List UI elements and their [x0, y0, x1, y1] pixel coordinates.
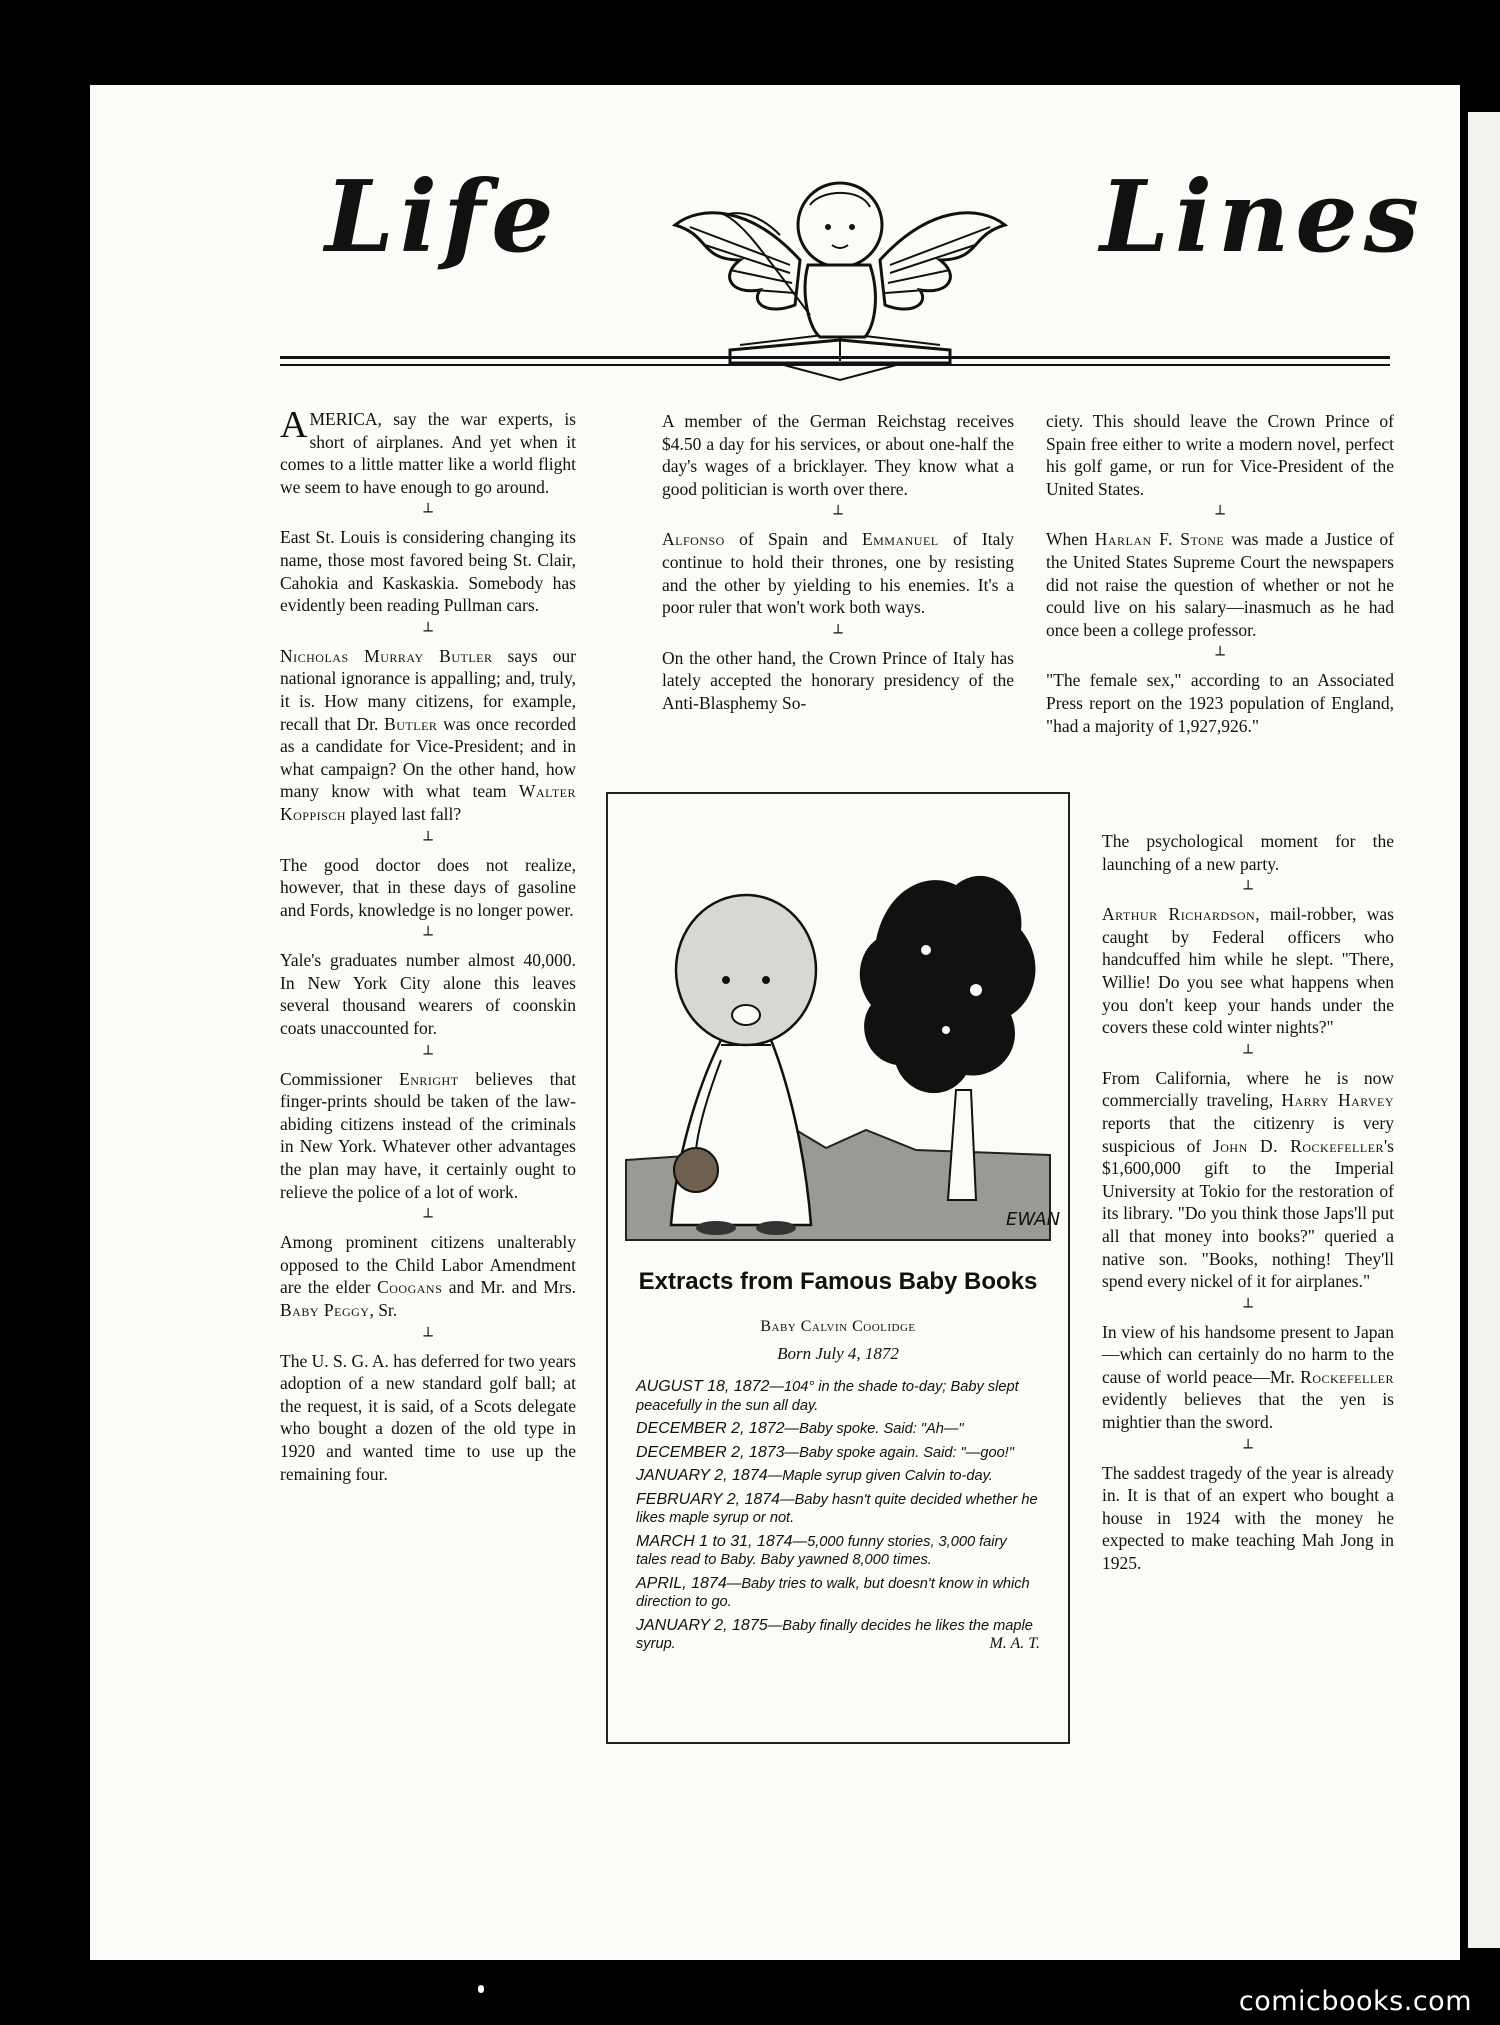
separator-icon: ┴	[423, 503, 433, 522]
article-richardson: Arthur Richardson, mail-robber, was caught by Federal officers who handcuffed him while he slept. "There, Willie! Do you see what happens when you don't keep your hands under the covers these cold winter nights?"	[1102, 904, 1394, 1038]
article-california: From California, where he is now commercially traveling, Harry Harvey reports that the citizenry is very suspicious of John D. Rockefeller's $1,600,000 gift to the Imperial University at Tokio for the restoration of its library. "Do you think those Japs'll put all that money into books?" queried a native son. "Books, nothing! They'll spend every nickel of it for airplanes."	[1102, 1067, 1394, 1292]
header-rule-point	[780, 362, 900, 382]
separator-icon: ┴	[833, 505, 843, 524]
list-item: DECEMBER 2, 1873—Baby spoke again. Said: "—goo!"	[636, 1443, 1014, 1461]
column-3	[1046, 410, 1394, 737]
cherub-illustration	[670, 165, 1010, 375]
separator-icon: ┴	[1243, 1297, 1253, 1316]
article-mah-jong: The saddest tragedy of the year is already in. It is that of an expert who bought a house in 1924 with the money he expected to make teaching Mah Jong in 1925.	[1102, 1462, 1394, 1574]
column-2	[662, 410, 1014, 715]
drop-cap: A	[280, 404, 308, 446]
article-female-sex: "The female sex," according to an Associated Press report on the 1923 population of England, "had a majority of 1,927,926."	[1046, 670, 1394, 736]
separator-icon: ┴	[423, 1044, 433, 1063]
artist-signature: EWAN	[1006, 1209, 1061, 1230]
separator-icon: ┴	[1243, 1438, 1253, 1457]
separator-icon: ┴	[423, 621, 433, 640]
separator-icon: ┴	[1243, 880, 1253, 899]
separator-icon: ┴	[1215, 646, 1225, 665]
list-item: JANUARY 2, 1875—Baby finally decides he likes the maple syrup. M. A. T.	[636, 1616, 1040, 1652]
separator-icon: ┴	[1243, 1043, 1253, 1062]
list-item: JANUARY 2, 1874—Maple syrup given Calvin to-day.	[636, 1467, 993, 1484]
box-title: Extracts from Famous Baby Books	[638, 1268, 1038, 1295]
page-mark	[478, 1985, 484, 1993]
article-reichstag: A member of the German Reichstag receives $4.50 a day for his services, or about one-half the day's wages of a bricklayer. They know what a good politician is worth over there.	[662, 411, 1014, 499]
box-subtitle: Baby Calvin Coolidge	[760, 1318, 916, 1335]
list-item: MARCH 1 to 31, 1874—5,000 funny stories, 3,000 fairy tales read to Baby. Baby yawned 8,000 times.	[636, 1532, 1007, 1568]
baby-books-box	[606, 792, 1070, 1744]
box-born-date: Born July 4, 1872	[777, 1344, 899, 1363]
article-airplanes: AMERICA, say the war experts, is short of airplanes. And yet when it comes to a little matter like a world flight we seem to have enough to go around.	[280, 404, 576, 497]
adjacent-page-edge	[1468, 112, 1500, 1948]
list-item: DECEMBER 2, 1872—Baby spoke. Said: "Ah—"	[636, 1420, 964, 1437]
article-stone: When Harlan F. Stone was made a Justice of the United States Supreme Court the newspapers did not raise the question of whether or not he could live on his salary—inasmuch as he had once been a college professor.	[1046, 529, 1394, 640]
masthead-life: Life	[325, 160, 560, 275]
article-enright: Commissioner Enright believes that finger-prints should be taken of the law-abiding citizens instead of the criminals in New York. Whatever other advantages the plan may have, it certainly ought to relieve the police of a lot of work.	[280, 1068, 577, 1202]
list-item: AUGUST 18, 1872—104° in the shade to-day; Baby slept peacefully in the sun all day.	[636, 1378, 1019, 1414]
article-crown-prince: On the other hand, the Crown Prince of Italy has lately accepted the honorary presidency of the Anti-Blasphemy So-	[662, 647, 1014, 713]
separator-icon: ┴	[1215, 505, 1225, 524]
list-item: FEBRUARY 2, 1874—Baby hasn't quite decided whether he likes maple syrup or not.	[636, 1490, 1038, 1526]
column-3-lower	[1102, 830, 1394, 1575]
separator-icon: ┴	[423, 1208, 433, 1227]
baby-cartoon-illustration	[626, 830, 1061, 1240]
separator-icon: ┴	[423, 830, 433, 849]
site-logo: comicbooks.com	[1238, 1986, 1472, 2017]
box-signoff: M. A. T.	[989, 1635, 1040, 1652]
masthead-lines: Lines	[1100, 160, 1425, 275]
article-golf-ball: The U. S. G. A. has deferred for two years adoption of a new standard golf ball; at the request, it is said, of a Scots delegate who bought a dozen of the old type in 1920 and wanted time to use up the remaining four.	[280, 1350, 576, 1484]
article-yale: Yale's graduates number almost 40,000. In New York City alone this leaves several thousand wearers of coonskin coats unaccounted for.	[280, 950, 576, 1039]
article-new-party: The psychological moment for the launching of a new party.	[1102, 831, 1394, 874]
article-butler: Nicholas Murray Butler says our national ignorance is appalling; and, truly, it is. How many citizens, for example, recall that Dr. Butler was once recorded as a candidate for Vice-President; and in what campaign? On the other hand, how many know with what team Walter Koppisch played last fall?	[280, 645, 576, 824]
separator-icon: ┴	[833, 623, 843, 642]
separator-icon: ┴	[423, 1326, 433, 1345]
article-good-doctor: The good doctor does not realize, however, that in these days of gasoline and Fords, knowledge is no longer power.	[280, 854, 576, 920]
article-child-labor: Among prominent citizens unalterably opposed to the Child Labor Amendment are the elder Coogans and Mr. and Mrs. Baby Peggy, Sr.	[280, 1232, 577, 1320]
separator-icon: ┴	[423, 926, 433, 945]
column-1	[280, 404, 577, 1485]
list-item: APRIL, 1874—Baby tries to walk, but doesn't know in which direction to go.	[636, 1574, 1030, 1610]
article-alfonso: Alfonso of Spain and Emmanuel of Italy continue to hold their thrones, one by resisting and the other by yielding to his enemies. It's a poor ruler that won't work both ways.	[662, 529, 1014, 618]
article-society: ciety. This should leave the Crown Prince of Spain free either to write a modern novel, perfect his golf game, or run for Vice-President of the United States.	[1046, 411, 1394, 499]
article-east-st-louis: East St. Louis is considering changing its name, those most favored being St. Clair, Cahokia and Kaskaskia. Somebody has evidently been reading Pullman cars.	[280, 527, 576, 616]
article-rockefeller: In view of his handsome present to Japan—which can certainly do no harm to the cause of world peace—Mr. Rockefeller evidently believes that the yen is mightier than the sword.	[1102, 1321, 1394, 1433]
baby-book-entries	[636, 1378, 1040, 1659]
header-rule-top	[280, 356, 1390, 359]
